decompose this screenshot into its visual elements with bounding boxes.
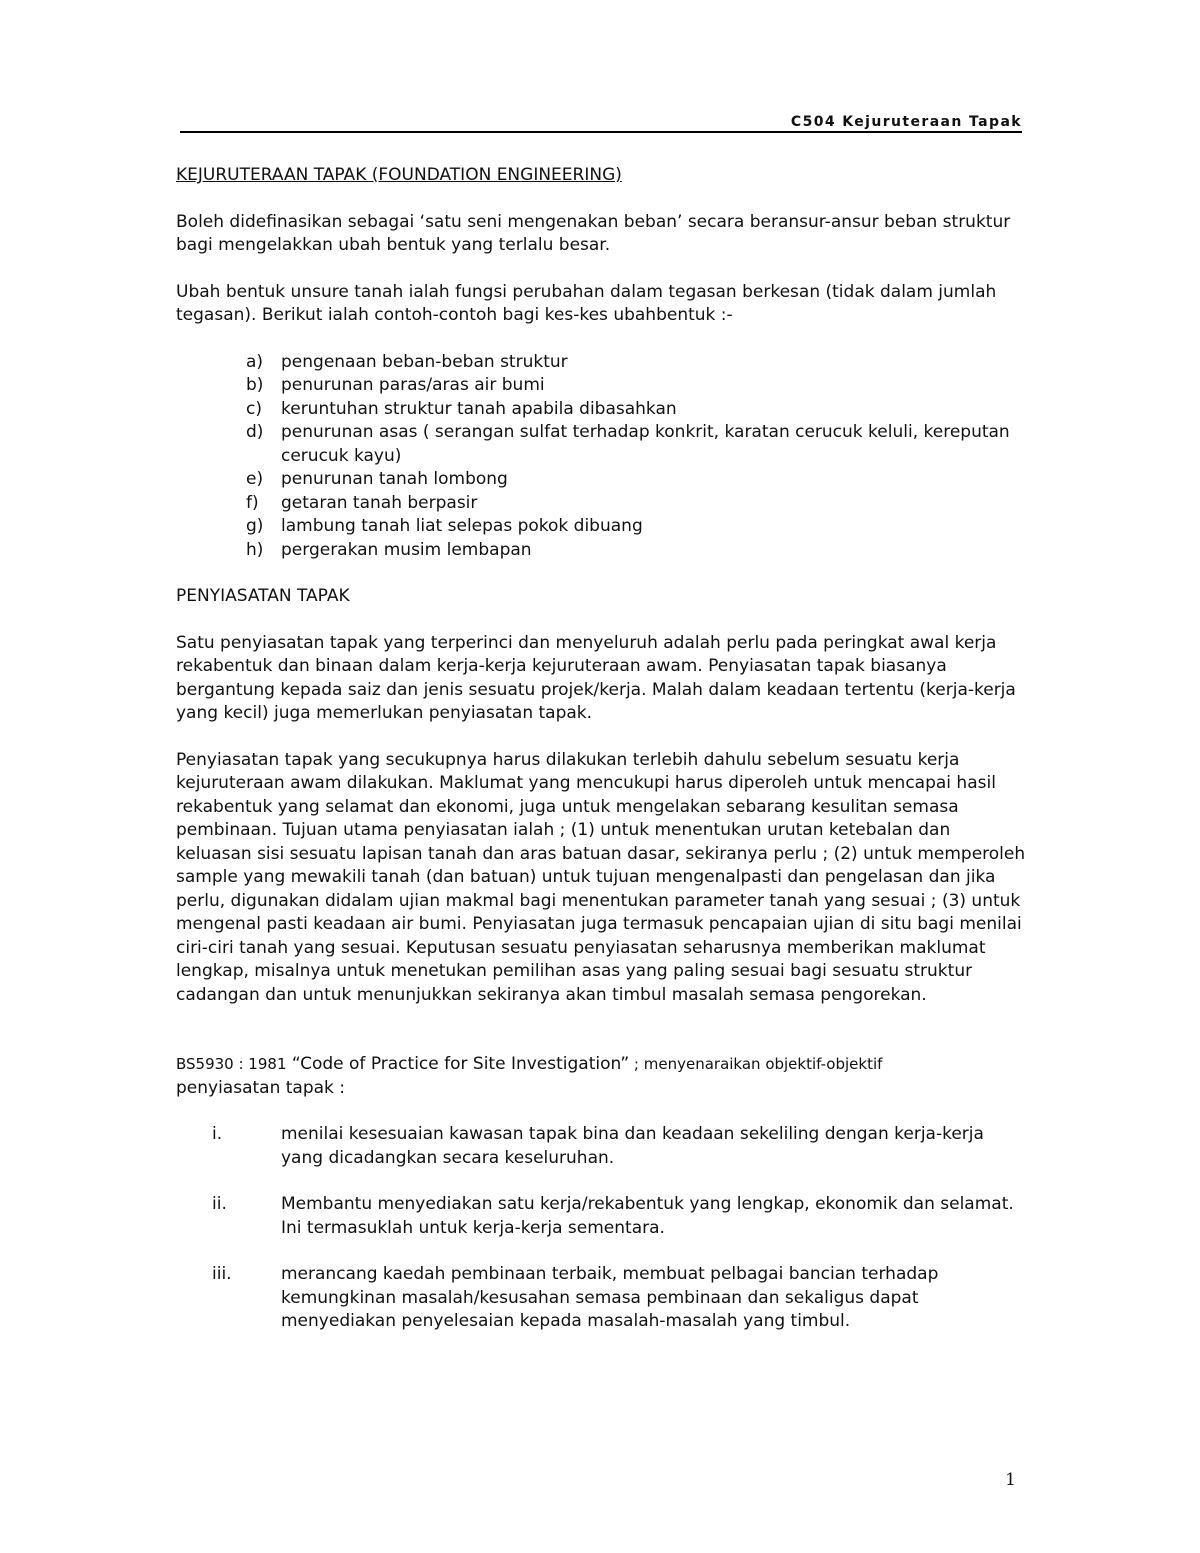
objectives-list — [176, 1123, 1026, 1334]
bs-standard-number: BS5930 : 1981 — [176, 1055, 287, 1073]
list-item: ii. Membantu menyediakan satu kerja/rekabentuk yang lengkap, ekonomik dan selamat. Ini termasuklah untuk kerja-kerja sementara. — [212, 1194, 1014, 1238]
paragraph-bs-reference — [176, 1053, 1026, 1077]
list-item: i. menilai kesesuaian kawasan tapak bina dan keadaan sekeliling dengan kerja-kerja yang dicadangkan secara keseluruhan. — [212, 1124, 984, 1168]
list-item: e) penurunan tanah lombong — [246, 469, 508, 489]
bs-standard-title: “Code of Practice for Site Investigation” — [291, 1054, 630, 1074]
section-title-foundation: KEJURUTERAAN TAPAK (FOUNDATION ENGINEERING) — [176, 165, 622, 185]
list-item: d) penurunan asas ( serangan sulfat terhadap konkrit, karatan cerucuk keluli, kereputan cerucuk kayu) — [246, 422, 1010, 466]
document-body — [176, 164, 1026, 1357]
paragraph-bs-line2: penyiasatan tapak : — [176, 1077, 346, 1098]
section-title-site-investigation: PENYIASATAN TAPAK — [176, 586, 350, 606]
list-item: h) pergerakan musim lembapan — [246, 539, 532, 560]
paragraph-deformation: Ubah bentuk unsure tanah ialah fungsi perubahan dalam tegasan berkesan (tidak dalam jumlah tegasan). Berikut ialah contoh-contoh bagi kes-kes ubahbentuk :- — [176, 281, 997, 325]
list-item: b) penurunan paras/aras air bumi — [246, 375, 545, 395]
list-item: a) pengenaan beban-beban struktur — [246, 351, 568, 372]
header-rule — [180, 131, 1022, 133]
list-item: f) getaran tanah berpasir — [246, 492, 478, 513]
deformation-cases-list — [176, 351, 1026, 563]
paragraph-definition: Boleh didefinasikan sebagai ‘satu seni mengenakan beban’ secara beransur-ansur beban struktur bagi mengelakkan ubah bentuk yang terlalu besar. — [176, 211, 1011, 255]
page-number: 1 — [1005, 1470, 1016, 1490]
bs-standard-tail: ; menyenaraikan objektif-objektif — [629, 1055, 883, 1073]
running-header: C504 Kejuruteraan Tapak — [790, 114, 1022, 130]
list-item: iii. merancang kaedah pembinaan terbaik, membuat pelbagai bancian terhadap kemungkinan masalah/kesusahan semasa pembinaan dan sekaligus dapat menyediakan penyelesaian kepada masalah-masalah yang timbul. — [212, 1264, 939, 1331]
list-item: c) keruntuhan struktur tanah apabila dibasahkan — [246, 398, 677, 419]
paragraph-investigation-intro: Satu penyiasatan tapak yang terperinci dan menyeluruh adalah perlu pada peringkat awal kerja rekabentuk dan binaan dalam kerja-kerja kejuruteraan awam. Penyiasatan tapak biasanya bergantung kepada saiz dan jenis sesuatu projek/kerja. Malah dalam keadaan tertentu (kerja-kerja yang kecil) juga memerlukan penyiasatan tapak. — [176, 632, 1016, 723]
paragraph-investigation-detail: Penyiasatan tapak yang secukupnya harus dilakukan terlebih dahulu sebelum sesuatu kerja kejuruteraan awam dilakukan. Maklumat yang mencukupi harus diperoleh untuk mencapai hasil rekabentuk yang selamat dan ekonomi, juga untuk mengelakan sebarang kesulitan semasa pembinaan. Tujuan utama penyiasatan ialah ; (1) untuk menentukan urutan ketebalan dan keluasan sisi sesuatu lapisan tanah dan aras batuan dasar, sekiranya perlu ; (2) untuk memperoleh sample yang mewakili tanah (dan batuan) untuk tujuan mengenalpasti dan pengelasan dan jika perlu, digunakan didalam ujian makmal bagi menentukan parameter tanah yang sesuai ; (3) untuk mengenal pasti keadaan air bumi. Penyiasatan juga termasuk pencapaian ujian di situ bagi menilai ciri-ciri tanah yang sesuai. Keputusan sesuatu penyiasatan seharusnya memberikan maklumat lengkap, misalnya untuk menetukan pemilihan asas yang paling sesuai bagi sesuatu struktur cadangan dan untuk menunjukkan sekiranya akan timbul masalah semasa pengorekan. — [176, 749, 1026, 1005]
list-item: g) lambung tanah liat selepas pokok dibuang — [246, 516, 643, 536]
